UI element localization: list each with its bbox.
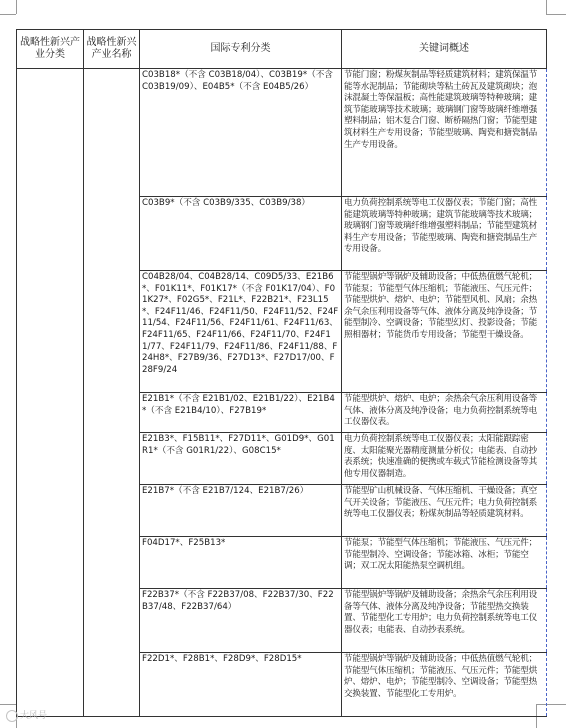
keyword-cell: 节能型锅炉等锅炉及辅助设备；余热余气余压利用设备等气体、液体分离及纯净设备；节能型热交换装置、节能型化工专用炉；电力负荷控制系统等电工仪器仪表；电能表、自动抄表系统。: [342, 589, 547, 653]
ipc-cell: E21B7*（不含 E21B7/124、E21B7/26）: [140, 485, 342, 537]
ipc-cell: E21B3*、F15B11*、F27D11*、G01D9*、G01R1*（不含 G01R1/22）、G08C15*: [140, 433, 342, 485]
crop-mark: [0, 14, 16, 15]
category-cell: [17, 69, 84, 717]
ipc-cell: C03B18*（不含 C03B18/04）、C03B19*（不含 C03B19/09）、E04B5*（不含 E04B5/26）: [140, 69, 342, 197]
ipc-cell: F22D1*、F28B1*、F28D9*、F28D15*: [140, 653, 342, 717]
keyword-cell: 节能型锅炉等锅炉及辅助设备；中低热值燃气轮机；节能型气体压缩机；节能液压、气压元件；节能型烘炉、熔炉、电炉；节能型制冷、空调设备；节能型热交换装置、节能型化工专用炉。: [342, 653, 547, 717]
keyword-cell: 节能型锅炉等锅炉及辅助设备；中低热值燃气轮机；节能泵；节能型气体压缩机；节能液压、气压元件；节能型烘炉、熔炉、电炉；节能型风机、风扇；余热余气余压利用设备等气体、液体分离及纯净设备；节能型制冷、空调设备；节能型幻灯、投影设备；节能照相器材；节能货币专用设备；节能型干燥设备。: [342, 271, 547, 393]
ipc-cell: E21B1*（不含 E21B1/02、E21B1/22）、E21B4*（不含 E21B4/10）、F27B19*: [140, 393, 342, 433]
crop-mark: [0, 704, 16, 705]
industry-name-cell: [84, 69, 140, 717]
table-header-row: [17, 30, 547, 69]
keyword-cell: 电力负荷控制系统等电工仪器仪表；节能门窗；高性能建筑玻璃等特种玻璃；建筑节能玻璃等技术玻璃；玻璃钢门窗等玻璃纤维增强塑料制品；节能型建筑材料生产专用设备；节能型玻璃、陶瓷和搪瓷制品生产专用设备。: [342, 197, 547, 271]
ipc-cell: F22B37*（不含 F22B37/08、F22B37/30、F22B37/48、F22B37/64）: [140, 589, 342, 653]
ipc-cell: F04D17*、F25B13*: [140, 537, 342, 589]
header-keywords: 关键词概述: [342, 30, 547, 69]
header-industry-name: 战略性新兴产业名称: [84, 30, 140, 69]
watermark: [6, 708, 47, 722]
keyword-cell: 节能型矿山机械设备、气体压缩机、干燥设备；真空气开关设备；节能液压、气压元件；电力负荷控制系统等电工仪器仪表；粉煤灰制品等轻质建筑材料。: [342, 485, 547, 537]
header-ipc: 国际专利分类: [140, 30, 342, 69]
keyword-cell: 节能型烘炉、熔炉、电炉；余热余气余压利用设备等气体、液体分离及纯净设备；电力负荷控制系统等电工仪器仪表。: [342, 393, 547, 433]
ipc-cell: C04B28/04、C04B28/14、C09D5/33、E21B6*、F01K11*、F01K17*（不含 F01K17/04）、F01K27*、F02G5*、F21L*、F22B21*、F23L15*、F24F11/46、F24F11/50、F24F11/52、F24F11/54、F24F11/56、F24F11/61、F24F11/63、F24F11/65、F24F11/66、F24F11/70、F24F11/77、F24F11/79、F24F11/86、F24F11/88、F24H8*、F27B9/36、F27D13*、F27D17/00、F28F9/24: [140, 271, 342, 393]
header-industry-category: 战略性新兴产业分类: [17, 30, 84, 69]
keyword-cell: 节能泵；节能型气体压缩机；节能液压、气压元件；节能型制冷、空调设备；节能冰箱、冰柜；节能空调；双工况太阳能热泵空调机组。: [342, 537, 547, 589]
keyword-cell: 电力负荷控制系统等电工仪器仪表；太阳能跟踪密度、太阳能聚光器精度测量分析仪；电能表、自动抄表系统；快速准确的便携或车载式节能检测设备等其他专用仪器制造。: [342, 433, 547, 485]
ipc-cell: C03B9*（不含 C03B9/335、C03B9/38）: [140, 197, 342, 271]
keyword-cell: 节能门窗；粉煤灰制品等轻质建筑材料；建筑保温节能等水泥制品；节能砌块等粘土砖瓦及建筑砌块；泡沫混凝土等保温板；高性能建筑玻璃等特种玻璃；建筑节能玻璃等技术玻璃；玻璃钢门窗等玻璃纤维增强塑料制品；铝木复合门窗、断桥隔热门窗；节能型建筑材料生产专用设备；节能型玻璃、陶瓷和搪瓷制品生产专用设备。: [342, 69, 547, 197]
crop-mark: [8, 0, 17, 14]
crop-mark: [546, 14, 566, 15]
watermark-text: 大风号: [20, 711, 48, 721]
patent-classification-table: [16, 29, 547, 717]
watermark-logo-icon: [6, 710, 18, 722]
crop-mark: [546, 0, 555, 14]
table-row: [17, 69, 547, 197]
